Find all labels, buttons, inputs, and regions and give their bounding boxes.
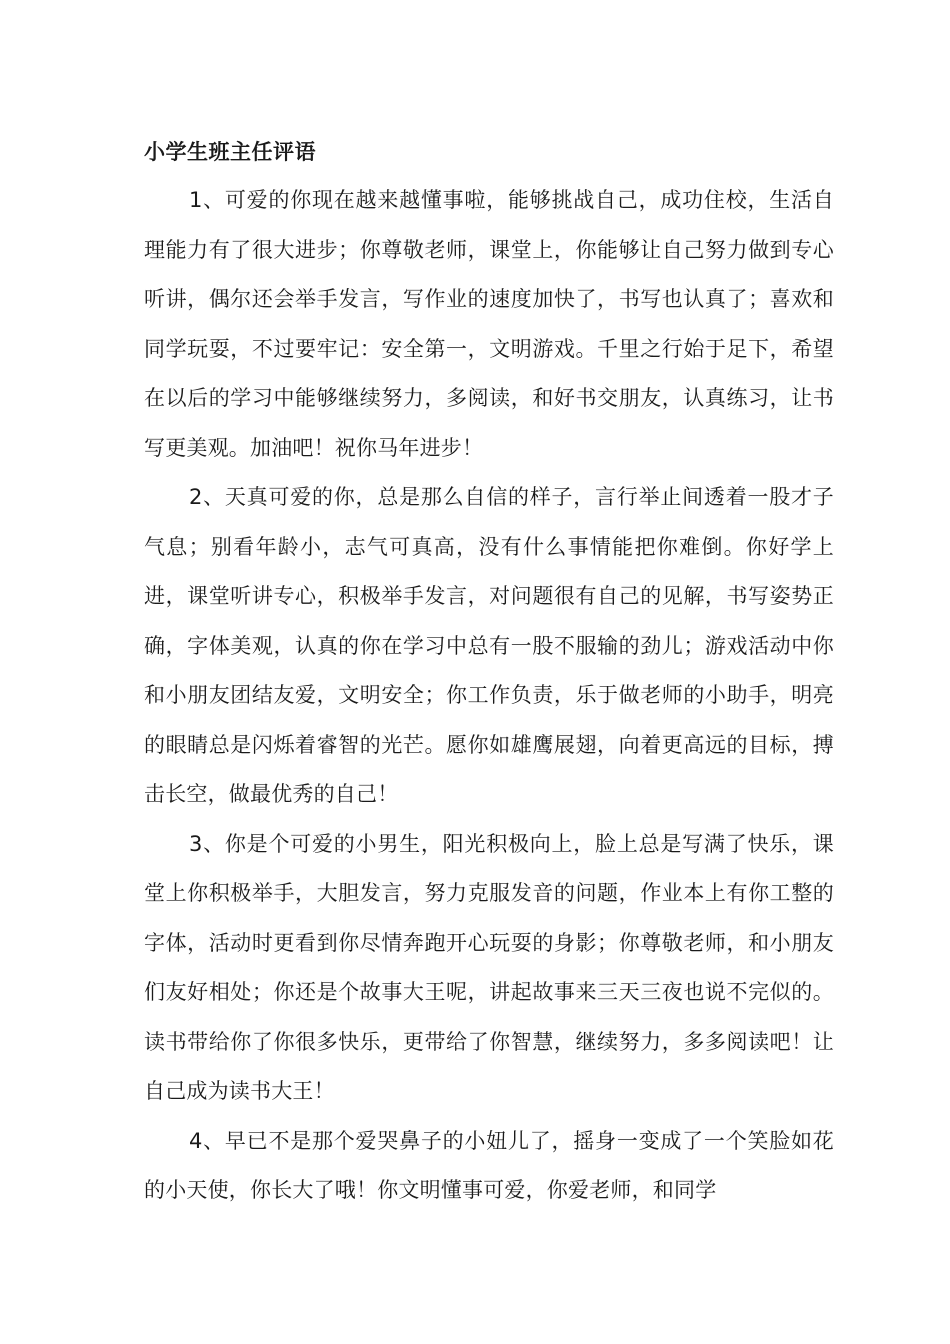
comment-paragraph-3: 3、你是个可爱的小男生，阳光积极向上，脸上总是写满了快乐，课堂上你积极举手，大胆发言，努力克服发音的问题，作业本上有你工整的字体，活动时更看到你尽情奔跑开心玩耍的身影；你尊敬老师，和小朋友们友好相处；你还是个故事大王呢，讲起故事来三天三夜也说不完似的。读书带给你了你很多快乐，更带给了你智慧，继续努力，多多阅读吧！让自己成为读书大王！ (144, 831, 834, 1103)
document-title: 小学生班主任评语 (144, 140, 316, 164)
comment-paragraph-4: 4、早已不是那个爱哭鼻子的小妞儿了，摇身一变成了一个笑脸如花的小天使，你长大了哦！你文明懂事可爱，你爱老师，和同学 (144, 1128, 834, 1202)
comment-paragraph-1: 1、可爱的你现在越来越懂事啦，能够挑战自己，成功住校，生活自理能力有了很大进步；你尊敬老师，课堂上，你能够让自己努力做到专心听讲，偶尔还会举手发言，写作业的速度加快了，书写也认真了；喜欢和同学玩耍，不过要牢记：安全第一，文明游戏。千里之行始于足下，希望在以后的学习中能够继续努力，多阅读，和好书交朋友，认真练习，让书写更美观。加油吧！祝你马年进步！ (144, 188, 834, 460)
comment-paragraph-2: 2、天真可爱的你，总是那么自信的样子，言行举止间透着一股才子气息；别看年龄小，志气可真高，没有什么事情能把你难倒。你好学上进，课堂听讲专心，积极举手发言，对问题很有自己的见解，书写姿势正确，字体美观，认真的你在学习中总有一股不服输的劲儿；游戏活动中你和小朋友团结友爱，文明安全；你工作负责，乐于做老师的小助手，明亮的眼睛总是闪烁着睿智的光芒。愿你如雄鹰展翅，向着更高远的目标，搏击长空，做最优秀的自己！ (144, 485, 834, 806)
document-body (144, 128, 834, 1216)
